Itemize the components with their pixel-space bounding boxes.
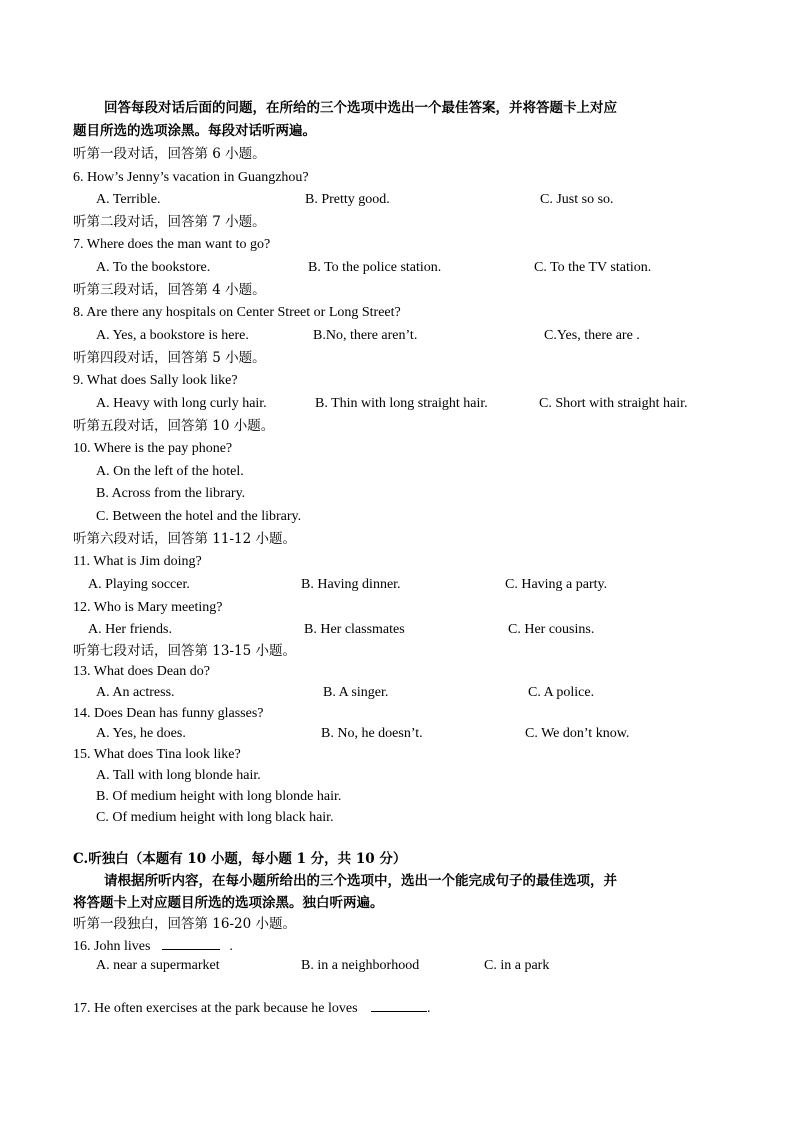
question-end: . [229,939,233,954]
option-b: B. A singer. [323,685,389,700]
option-c: C. A police. [528,685,595,700]
question-text: 16. John lives [73,939,151,954]
option-b: B. Pretty good. [305,192,390,207]
option-a: A. To the bookstore. [96,260,211,275]
option-c: C. Short with straight hair. [539,396,688,411]
question-stem: 8. Are there any hospitals on Center Street or Long Street? [73,305,401,320]
option-a: A. Terrible. [96,192,161,207]
question-stem: 12. Who is Mary meeting? [73,600,223,615]
option-c: C.Yes, there are . [544,328,640,343]
option-c: C. in a park [484,958,550,973]
section-heading: 听第二段对话，回答第 7 小题。 [73,214,266,230]
answer-blank [371,999,427,1012]
option-b: B. Having dinner. [301,577,401,592]
option-c: C. We don’t know. [525,726,630,741]
section-heading: 听第四段对话，回答第 5 小题。 [73,350,266,366]
option-a: A. Playing soccer. [88,577,190,592]
question-stem: 9. What does Sally look like? [73,373,238,388]
section-heading: 听第三段对话，回答第 4 小题。 [73,282,266,298]
part-c-instruction-line1: 请根据所听内容，在每小题所给出的三个选项中，选出一个能完成句子的最佳选项，并 [104,873,617,889]
question-stem [73,999,431,1017]
option-a: A. Heavy with long curly hair. [96,396,267,411]
option-c: C. Between the hotel and the library. [96,509,302,524]
section-heading: 听第七段对话，回答第 13-15 小题。 [73,643,297,659]
question-stem: 11. What is Jim doing? [73,554,202,569]
option-b: B. Thin with long straight hair. [315,396,488,411]
answer-blank [162,937,220,950]
option-b: B.No, there aren’t. [313,328,418,343]
option-c: C. To the TV station. [534,260,652,275]
option-a: A. Her friends. [88,622,172,637]
option-c: C. Her cousins. [508,622,595,637]
option-c: C. Of medium height with long black hair. [96,810,334,825]
option-a: A. An actress. [96,685,175,700]
question-stem: 15. What does Tina look like? [73,747,241,762]
question-end: . [427,1001,431,1016]
option-c: C. Having a party. [505,577,608,592]
question-stem: 6. How’s Jenny’s vacation in Guangzhou? [73,170,309,185]
option-b: B. No, he doesn’t. [321,726,423,741]
intro-instruction-line2: 题目所选的选项涂黑。每段对话听两遍。 [73,123,316,139]
intro-instruction-line1: 回答每段对话后面的问题，在所给的三个选项中选出一个最佳答案，并将答题卡上对应 [104,100,617,116]
section-heading: 听第一段对话，回答第 6 小题。 [73,146,266,162]
option-a: A. Tall with long blonde hair. [96,768,261,783]
option-b: B. To the police station. [308,260,442,275]
part-c-instruction-line2: 将答题卡上对应题目所选的选项涂黑。独白听两遍。 [73,895,384,911]
option-b: B. Her classmates [304,622,405,637]
section-heading: 听第六段对话，回答第 11-12 小题。 [73,531,297,547]
question-stem: 14. Does Dean has funny glasses? [73,706,264,721]
option-a: A. Yes, he does. [96,726,186,741]
option-a: A. On the left of the hotel. [96,464,244,479]
question-stem [73,937,233,955]
question-stem: 10. Where is the pay phone? [73,441,233,456]
section-heading: 听第一段独白，回答第 16-20 小题。 [73,916,297,932]
option-b: B. in a neighborhood [301,958,420,973]
section-heading: 听第五段对话，回答第 10 小题。 [73,418,275,434]
question-stem: 7. Where does the man want to go? [73,237,271,252]
question-text: 17. He often exercises at the park because he loves [73,1001,358,1016]
option-a: A. near a supermarket [96,958,220,973]
option-a: A. Yes, a bookstore is here. [96,328,249,343]
option-c: C. Just so so. [540,192,614,207]
question-stem: 13. What does Dean do? [73,664,210,679]
option-b: B. Of medium height with long blonde hair. [96,789,342,804]
part-c-heading: C.听独白（本题有 10 小题，每小题 1 分，共 10 分） [73,851,407,867]
option-b: B. Across from the library. [96,486,246,501]
